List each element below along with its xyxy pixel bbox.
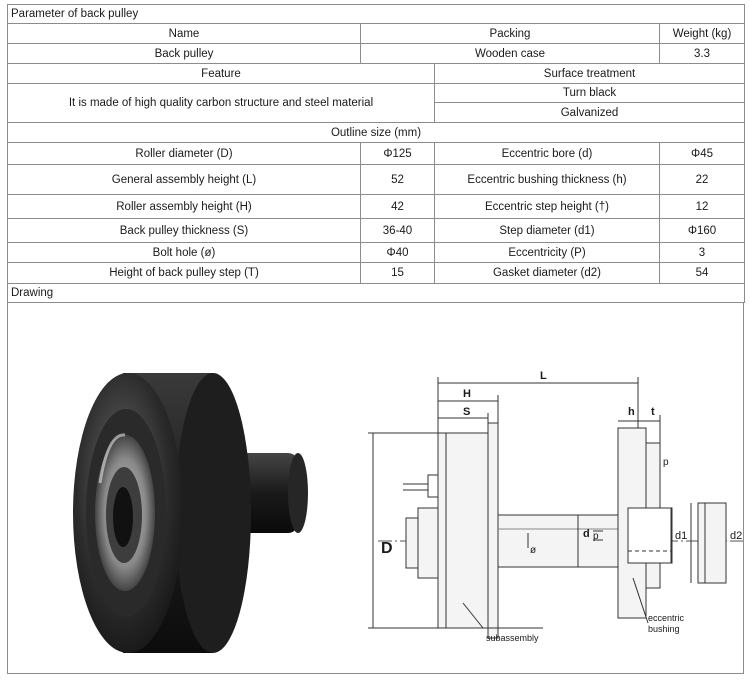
surface-option: Turn black bbox=[435, 84, 745, 103]
outline-value: Φ125 bbox=[361, 143, 435, 165]
packing-header: Packing bbox=[361, 24, 660, 44]
label-subassembly: subassembly bbox=[486, 633, 539, 643]
outline-value: 12 bbox=[660, 195, 745, 219]
outline-value: 52 bbox=[361, 165, 435, 195]
label-H: H bbox=[463, 388, 471, 400]
outline-label: Eccentric bushing thickness (h) bbox=[435, 165, 660, 195]
surface-option: Galvanized bbox=[435, 103, 745, 123]
label-S: S bbox=[463, 406, 471, 418]
outline-value: 3 bbox=[660, 243, 745, 263]
label-d: d bbox=[583, 528, 590, 540]
outline-header: Outline size (mm) bbox=[8, 123, 745, 143]
name-value: Back pulley bbox=[8, 44, 361, 64]
label-bushing: bushing bbox=[648, 624, 680, 634]
outline-label: Roller diameter (D) bbox=[8, 143, 361, 165]
outline-value: 54 bbox=[660, 263, 745, 284]
outline-label: Roller assembly height (H) bbox=[8, 195, 361, 219]
drawing-svg bbox=[8, 303, 743, 673]
surface-treatment-header: Surface treatment bbox=[435, 64, 745, 84]
outline-value: 36-40 bbox=[361, 219, 435, 243]
outline-value: 15 bbox=[361, 263, 435, 284]
name-header: Name bbox=[8, 24, 361, 44]
table-title: Parameter of back pulley bbox=[8, 5, 745, 24]
outline-value: 42 bbox=[361, 195, 435, 219]
packing-value: Wooden case bbox=[361, 44, 660, 64]
parameter-sheet bbox=[7, 4, 744, 674]
label-d2: d2 bbox=[730, 530, 743, 542]
back-pulley-photo bbox=[73, 373, 308, 653]
label-p: p bbox=[663, 457, 669, 468]
outline-label: Height of back pulley step (T) bbox=[8, 263, 361, 284]
parameter-table bbox=[7, 4, 745, 303]
outline-label: Eccentricity (P) bbox=[435, 243, 660, 263]
label-L: L bbox=[540, 370, 547, 382]
label-eccentric: eccentric bbox=[648, 613, 685, 623]
weight-value: 3.3 bbox=[660, 44, 745, 64]
outline-value: Φ160 bbox=[660, 219, 745, 243]
outline-value: Φ40 bbox=[361, 243, 435, 263]
drawing-area bbox=[7, 303, 744, 674]
outline-label: Eccentric bore (d) bbox=[435, 143, 660, 165]
label-t: t bbox=[651, 406, 655, 418]
drawing-labels bbox=[381, 370, 742, 643]
drawing-header: Drawing bbox=[8, 284, 745, 303]
label-D: D bbox=[381, 540, 393, 557]
outline-label: Gasket diameter (d2) bbox=[435, 263, 660, 284]
outline-label: Step diameter (d1) bbox=[435, 219, 660, 243]
feature-text: It is made of high quality carbon structure and steel material bbox=[8, 84, 435, 123]
feature-header: Feature bbox=[8, 64, 435, 84]
outline-label: Back pulley thickness (S) bbox=[8, 219, 361, 243]
outline-label: General assembly height (L) bbox=[8, 165, 361, 195]
outline-label: Eccentric step height (†) bbox=[435, 195, 660, 219]
outline-value: 22 bbox=[660, 165, 745, 195]
outline-value: Φ45 bbox=[660, 143, 745, 165]
outline-label: Bolt hole (ø) bbox=[8, 243, 361, 263]
label-bolt-hole: ø bbox=[530, 545, 537, 556]
technical-drawing bbox=[368, 377, 743, 638]
label-d1: d1 bbox=[675, 530, 688, 542]
label-h: h bbox=[628, 406, 635, 418]
label-eccentricity: p bbox=[593, 531, 599, 542]
weight-header: Weight (kg) bbox=[660, 24, 745, 44]
